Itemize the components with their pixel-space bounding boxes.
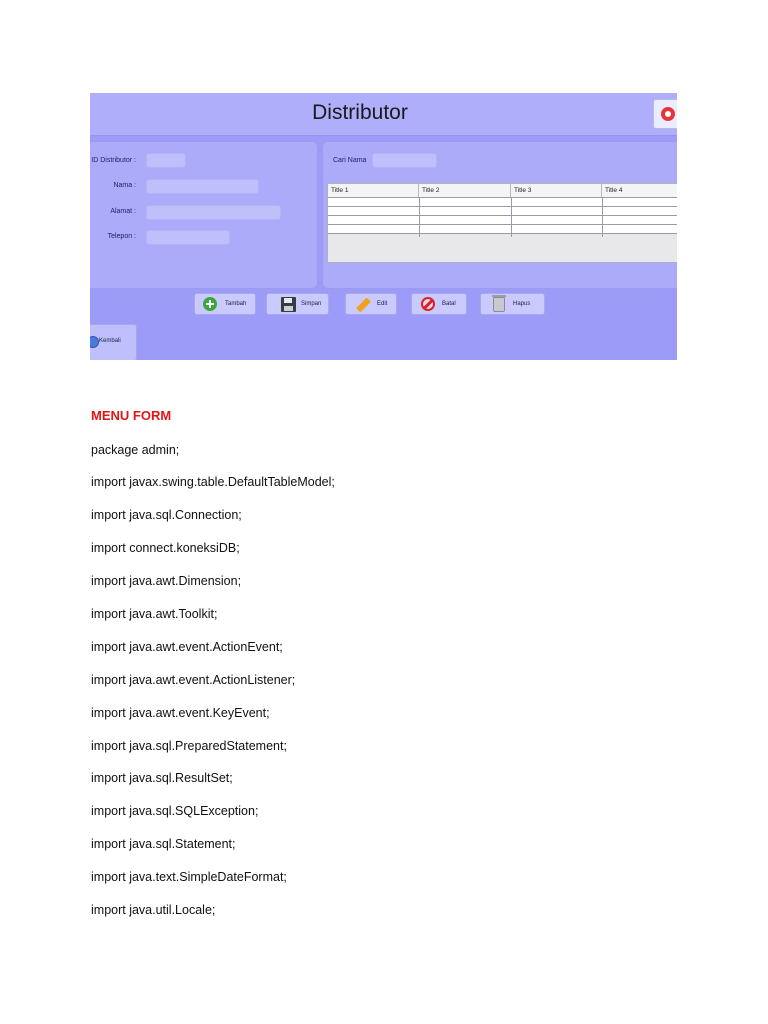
edit-label: Edit [377,301,388,307]
cari-nama-label: Cari Nama [333,157,367,164]
table-row[interactable] [328,225,677,234]
hapus-label: Hapus [513,301,531,307]
code-line: import java.util.Locale; [91,903,216,917]
code-line: import java.sql.Connection; [91,508,242,522]
code-line: import java.sql.ResultSet; [91,771,233,785]
telepon-field[interactable] [146,230,230,245]
code-line: package admin; [91,443,180,457]
column-divider [511,197,512,237]
close-icon [661,107,675,121]
pencil-icon [356,298,371,313]
cari-nama-field[interactable] [372,153,437,168]
cancel-icon [421,297,435,311]
column-header[interactable]: Title 3 [511,184,602,197]
table-row[interactable] [328,207,677,216]
column-divider [419,197,420,237]
table-row[interactable] [328,198,677,207]
column-divider [602,197,603,237]
hapus-button[interactable] [480,293,545,315]
code-line: import java.sql.SQLException; [91,804,259,818]
table-header [328,184,677,198]
add-icon [203,297,217,311]
code-line: import java.sql.PreparedStatement; [91,739,287,753]
tambah-button[interactable] [194,293,256,315]
simpan-label: Simpan [301,301,322,307]
column-header[interactable]: Title 4 [605,187,623,194]
batal-label: Batal [442,301,456,307]
code-line: import java.awt.event.KeyEvent; [91,706,270,720]
form-title: Distributor [312,101,408,124]
form-header [90,93,677,136]
code-line: import java.awt.Dimension; [91,574,242,588]
telepon-label: Telepon : [107,233,136,240]
edit-button[interactable] [345,293,397,315]
close-button[interactable] [653,99,677,129]
code-line: import java.text.SimpleDateFormat; [91,870,287,884]
save-icon [281,297,296,312]
column-header[interactable]: Title 2 [419,184,511,197]
nama-label: Nama : [113,182,136,189]
table-row[interactable] [328,216,677,225]
code-line: import java.awt.event.ActionListener; [91,673,296,687]
section-heading: MENU FORM [91,408,172,423]
code-line: import java.awt.event.ActionEvent; [91,640,283,654]
simpan-button[interactable] [266,293,329,315]
code-line: import connect.koneksiDB; [91,541,240,555]
back-icon [90,336,99,348]
kembali-button[interactable] [90,324,137,360]
code-line: import java.awt.Toolkit; [91,607,218,621]
tambah-label: Tambah [225,301,247,307]
code-line: import java.sql.Statement; [91,837,236,851]
code-line: import javax.swing.table.DefaultTableModel; [91,475,335,489]
alamat-field[interactable] [146,205,281,220]
distributor-table[interactable] [327,183,677,263]
nama-field[interactable] [146,179,259,194]
id-distributor-field[interactable] [146,153,186,168]
kembali-label: Kembali [99,338,121,344]
batal-button[interactable] [411,293,467,315]
trash-icon [493,297,505,312]
column-header[interactable]: Title 1 [328,184,419,197]
distributor-form-screenshot [90,93,677,360]
alamat-label: Alamat : [110,208,136,215]
id-distributor-label: ID Distributor : [91,157,136,164]
